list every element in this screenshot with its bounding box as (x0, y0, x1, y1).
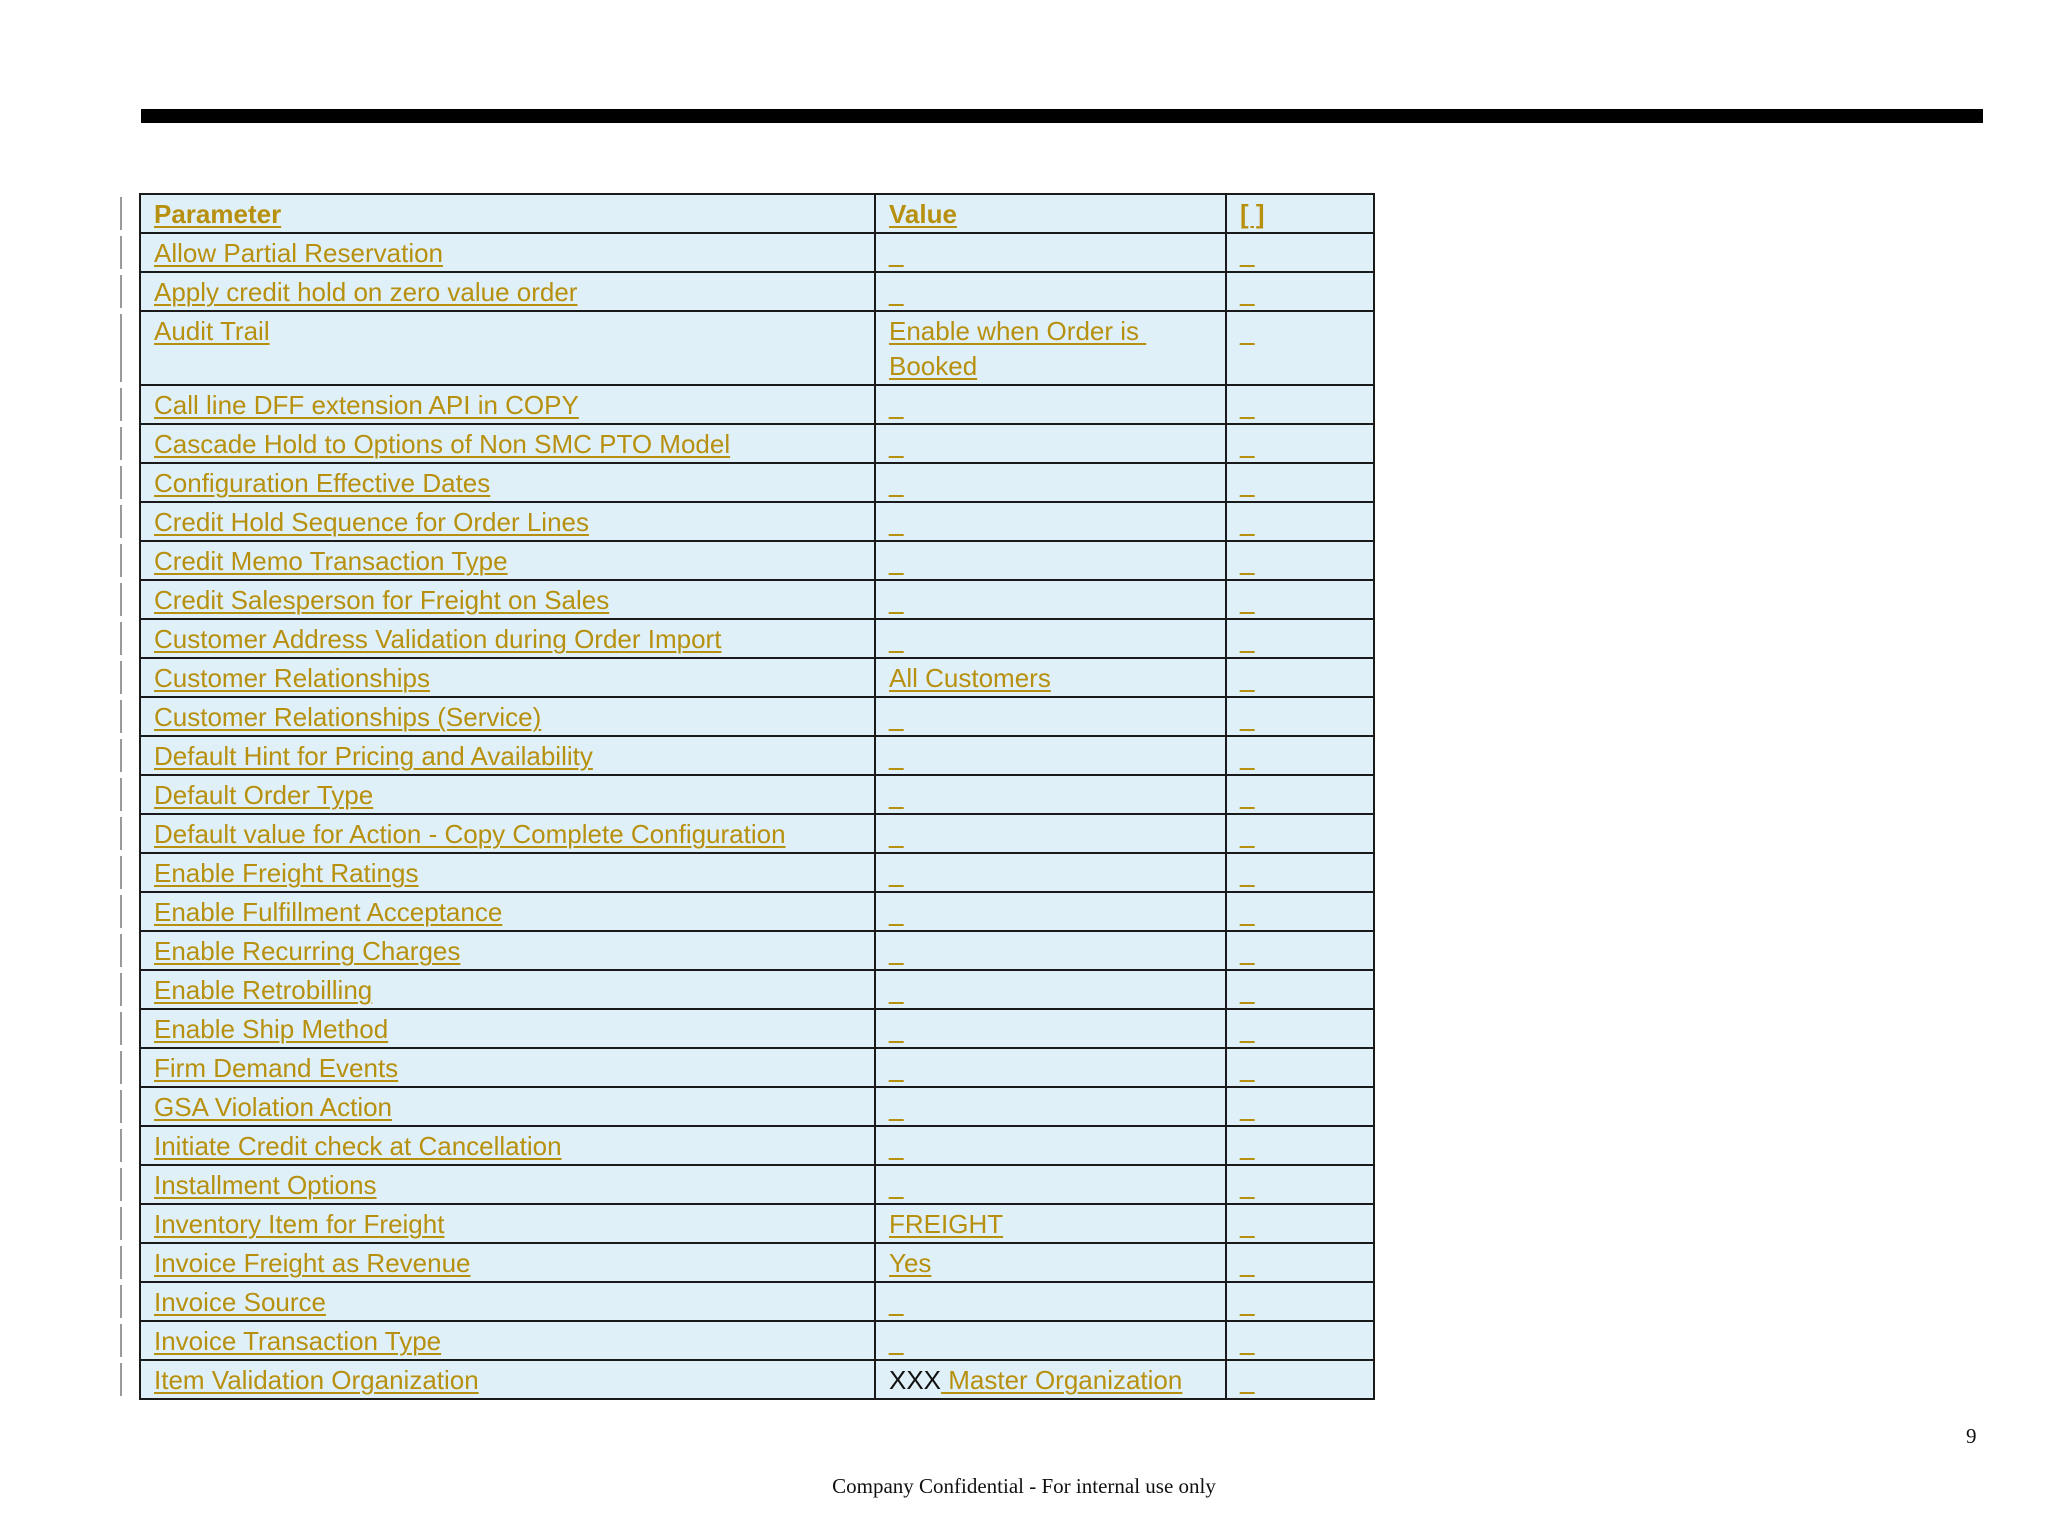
flag-link[interactable]: _ (1240, 277, 1255, 307)
parameter-cell (140, 736, 875, 775)
change-bar (120, 1246, 122, 1279)
flag-link[interactable]: _ (1240, 1248, 1255, 1278)
value-cell (875, 1087, 1226, 1126)
flag-cell (1226, 1009, 1374, 1048)
value-cell (875, 233, 1226, 272)
value-link[interactable]: _ (889, 741, 904, 771)
flag-link[interactable]: _ (1240, 702, 1255, 732)
flag-link[interactable]: _ (1240, 1365, 1255, 1395)
parameter-link[interactable]: Configuration Effective Dates (154, 468, 491, 498)
table-row (140, 233, 1374, 272)
value-cell (875, 931, 1226, 970)
parameter-link[interactable]: GSA Violation Action (154, 1092, 393, 1122)
table-row (140, 658, 1374, 697)
value-link[interactable]: Enable when Order is Booked (889, 316, 1147, 381)
parameter-cell (140, 892, 875, 931)
value-link[interactable]: All Customers (889, 663, 1051, 693)
table-row (140, 580, 1374, 619)
change-bar (120, 817, 122, 850)
flag-link[interactable]: _ (1240, 1287, 1255, 1317)
flag-link[interactable]: _ (1240, 663, 1255, 693)
change-bar (120, 739, 122, 772)
header-flag-link[interactable]: [ ] (1240, 199, 1265, 229)
value-link[interactable]: FREIGHT (889, 1209, 1004, 1239)
parameter-link[interactable]: Credit Hold Sequence for Order Lines (154, 507, 590, 537)
value-prefix: XXX (889, 1365, 942, 1395)
value-cell (875, 502, 1226, 541)
value-cell (875, 1360, 1226, 1399)
change-bar (120, 275, 122, 308)
parameter-cell (140, 1321, 875, 1360)
flag-cell (1226, 1165, 1374, 1204)
flag-link[interactable]: _ (1240, 1092, 1255, 1122)
table-row (140, 311, 1374, 385)
parameter-link[interactable]: Invoice Transaction Type (154, 1326, 442, 1356)
table-row (140, 1126, 1374, 1165)
parameter-link[interactable]: Initiate Credit check at Cancellation (154, 1131, 562, 1161)
parameter-cell (140, 1048, 875, 1087)
parameter-cell (140, 970, 875, 1009)
parameter-cell (140, 1165, 875, 1204)
header-cell-flag (1226, 194, 1374, 233)
flag-cell (1226, 1204, 1374, 1243)
parameter-link[interactable]: Customer Relationships (Service) (154, 702, 542, 732)
flag-cell (1226, 1321, 1374, 1360)
value-link[interactable]: _ (889, 1170, 904, 1200)
value-cell (875, 697, 1226, 736)
footer-confidential: Company Confidential - For internal use only (832, 1474, 1216, 1498)
parameter-link[interactable]: Firm Demand Events (154, 1053, 399, 1083)
change-bar (120, 1363, 122, 1396)
table-header-row (140, 194, 1374, 233)
flag-cell (1226, 233, 1374, 272)
flag-cell (1226, 311, 1374, 385)
value-cell (875, 736, 1226, 775)
change-bar (120, 1168, 122, 1201)
change-bar (120, 197, 122, 230)
flag-link[interactable]: _ (1240, 316, 1255, 346)
change-bar (120, 1324, 122, 1357)
flag-link[interactable]: _ (1240, 975, 1255, 1005)
value-link[interactable]: _ (889, 936, 904, 966)
value-link[interactable]: _ (889, 238, 904, 268)
flag-cell (1226, 1087, 1374, 1126)
parameter-link[interactable]: Cascade Hold to Options of Non SMC PTO Model (154, 429, 731, 459)
parameter-cell (140, 424, 875, 463)
flag-link[interactable]: _ (1240, 507, 1255, 537)
parameter-link[interactable]: Default Order Type (154, 780, 374, 810)
change-bar (120, 583, 122, 616)
header-parameter-link[interactable]: Parameter (154, 199, 282, 229)
flag-cell (1226, 970, 1374, 1009)
flag-link[interactable]: _ (1240, 585, 1255, 615)
flag-link[interactable]: _ (1240, 1131, 1255, 1161)
table-row (140, 1243, 1374, 1282)
parameter-link[interactable]: Enable Retrobilling (154, 975, 373, 1005)
parameter-cell (140, 463, 875, 502)
value-link[interactable]: Master Organization (941, 1365, 1183, 1395)
parameter-cell (140, 580, 875, 619)
flag-cell (1226, 1360, 1374, 1399)
value-link[interactable]: _ (889, 1053, 904, 1083)
parameter-cell (140, 272, 875, 311)
parameter-link[interactable]: Enable Ship Method (154, 1014, 389, 1044)
value-cell (875, 1321, 1226, 1360)
change-bar (120, 895, 122, 928)
change-bar (120, 934, 122, 967)
table-row (140, 463, 1374, 502)
flag-cell (1226, 1126, 1374, 1165)
value-cell (875, 424, 1226, 463)
parameter-cell (140, 1009, 875, 1048)
value-cell (875, 541, 1226, 580)
table-row (140, 541, 1374, 580)
flag-cell (1226, 502, 1374, 541)
value-link[interactable]: _ (889, 1014, 904, 1044)
change-bar (120, 466, 122, 499)
value-link[interactable]: _ (889, 702, 904, 732)
parameter-link[interactable]: Credit Memo Transaction Type (154, 546, 508, 576)
parameter-cell (140, 814, 875, 853)
change-bar (120, 427, 122, 460)
flag-link[interactable]: _ (1240, 1326, 1255, 1356)
change-bar (120, 1129, 122, 1162)
table-row (140, 272, 1374, 311)
parameter-link[interactable]: Item Validation Organization (154, 1365, 479, 1395)
parameter-link[interactable]: Default Hint for Pricing and Availability (154, 741, 593, 771)
change-bar (120, 236, 122, 269)
table-row (140, 1204, 1374, 1243)
value-cell (875, 1282, 1226, 1321)
parameters-table (139, 193, 1375, 1400)
flag-link[interactable]: _ (1240, 741, 1255, 771)
table-row (140, 814, 1374, 853)
table-row (140, 970, 1374, 1009)
parameter-cell (140, 233, 875, 272)
value-link[interactable]: _ (889, 624, 904, 654)
value-cell (875, 272, 1226, 311)
value-link[interactable]: _ (889, 390, 904, 420)
table-row (140, 1282, 1374, 1321)
flag-cell (1226, 1243, 1374, 1282)
flag-link[interactable]: _ (1240, 624, 1255, 654)
value-cell (875, 814, 1226, 853)
table-row (140, 385, 1374, 424)
value-cell (875, 385, 1226, 424)
change-bar (120, 856, 122, 889)
value-link[interactable]: _ (889, 819, 904, 849)
table-row (140, 853, 1374, 892)
change-bar (120, 1090, 122, 1123)
change-bar (120, 544, 122, 577)
flag-cell (1226, 541, 1374, 580)
flag-cell (1226, 814, 1374, 853)
value-cell (875, 658, 1226, 697)
table-row (140, 775, 1374, 814)
parameter-link[interactable]: Audit Trail (154, 316, 270, 346)
value-link[interactable]: _ (889, 858, 904, 888)
flag-link[interactable]: _ (1240, 468, 1255, 498)
flag-link[interactable]: _ (1240, 1053, 1255, 1083)
flag-link[interactable]: _ (1240, 429, 1255, 459)
parameter-link[interactable]: Apply credit hold on zero value order (154, 277, 578, 307)
parameter-link[interactable]: Enable Fulfillment Acceptance (154, 897, 503, 927)
table-row (140, 1009, 1374, 1048)
value-link[interactable]: _ (889, 975, 904, 1005)
parameter-cell (140, 931, 875, 970)
value-cell (875, 463, 1226, 502)
table-row (140, 1360, 1374, 1399)
flag-cell (1226, 697, 1374, 736)
value-link[interactable]: _ (889, 1131, 904, 1161)
table-row (140, 502, 1374, 541)
value-cell (875, 892, 1226, 931)
value-cell (875, 580, 1226, 619)
change-bar (120, 1012, 122, 1045)
value-cell (875, 1165, 1226, 1204)
flag-link[interactable]: _ (1240, 238, 1255, 268)
value-cell (875, 1243, 1226, 1282)
flag-link[interactable]: _ (1240, 1170, 1255, 1200)
value-cell (875, 1048, 1226, 1087)
parameter-cell (140, 775, 875, 814)
table-row (140, 697, 1374, 736)
value-link[interactable]: _ (889, 1092, 904, 1122)
parameter-cell (140, 311, 875, 385)
value-link[interactable]: _ (889, 277, 904, 307)
flag-link[interactable]: _ (1240, 819, 1255, 849)
change-bar (120, 505, 122, 538)
table-row (140, 892, 1374, 931)
change-bar (120, 314, 122, 382)
parameter-link[interactable]: Customer Address Validation during Order Import (154, 624, 722, 654)
value-cell (875, 853, 1226, 892)
value-link[interactable]: _ (889, 897, 904, 927)
parameter-cell (140, 1360, 875, 1399)
parameter-link[interactable]: Call line DFF extension API in COPY (154, 390, 579, 420)
parameter-link[interactable]: Customer Relationships (154, 663, 431, 693)
parameter-cell (140, 1126, 875, 1165)
parameter-link[interactable]: Enable Recurring Charges (154, 936, 461, 966)
table-row (140, 931, 1374, 970)
parameter-cell (140, 1243, 875, 1282)
flag-cell (1226, 1048, 1374, 1087)
value-link[interactable]: _ (889, 468, 904, 498)
parameter-link[interactable]: Enable Freight Ratings (154, 858, 419, 888)
table-row (140, 1048, 1374, 1087)
change-bar (120, 388, 122, 421)
flag-cell (1226, 619, 1374, 658)
parameter-cell (140, 658, 875, 697)
flag-cell (1226, 580, 1374, 619)
value-cell (875, 1204, 1226, 1243)
parameter-cell (140, 1204, 875, 1243)
flag-link[interactable]: _ (1240, 1014, 1255, 1044)
value-link[interactable]: _ (889, 1287, 904, 1317)
change-bar (120, 1285, 122, 1318)
parameter-cell (140, 697, 875, 736)
value-cell (875, 775, 1226, 814)
table-row (140, 1087, 1374, 1126)
parameter-link[interactable]: Credit Salesperson for Freight on Sales (154, 585, 610, 615)
flag-cell (1226, 736, 1374, 775)
value-link[interactable]: _ (889, 546, 904, 576)
value-cell (875, 619, 1226, 658)
header-cell-parameter (140, 194, 875, 233)
flag-link[interactable]: _ (1240, 390, 1255, 420)
flag-cell (1226, 658, 1374, 697)
flag-cell (1226, 931, 1374, 970)
table-row (140, 736, 1374, 775)
value-link[interactable]: Yes (889, 1248, 932, 1278)
parameter-link[interactable]: Invoice Source (154, 1287, 326, 1317)
parameter-cell (140, 853, 875, 892)
parameter-cell (140, 1282, 875, 1321)
flag-cell (1226, 775, 1374, 814)
table-row (140, 424, 1374, 463)
flag-link[interactable]: _ (1240, 546, 1255, 576)
table-row (140, 1165, 1374, 1204)
flag-link[interactable]: _ (1240, 858, 1255, 888)
table-row (140, 619, 1374, 658)
value-link[interactable]: _ (889, 507, 904, 537)
parameter-cell (140, 1087, 875, 1126)
page-number: 9 (1966, 1424, 1977, 1448)
value-cell (875, 1126, 1226, 1165)
parameter-cell (140, 619, 875, 658)
flag-cell (1226, 463, 1374, 502)
flag-link[interactable]: _ (1240, 780, 1255, 810)
parameter-cell (140, 502, 875, 541)
parameter-cell (140, 385, 875, 424)
value-link[interactable]: _ (889, 1326, 904, 1356)
flag-cell (1226, 424, 1374, 463)
flag-cell (1226, 385, 1374, 424)
flag-link[interactable]: _ (1240, 936, 1255, 966)
value-link[interactable]: _ (889, 429, 904, 459)
value-link[interactable]: _ (889, 585, 904, 615)
flag-cell (1226, 853, 1374, 892)
flag-link[interactable]: _ (1240, 1209, 1255, 1239)
parameter-cell (140, 541, 875, 580)
change-bar (120, 1207, 122, 1240)
change-bar (120, 700, 122, 733)
value-cell (875, 311, 1226, 385)
parameter-link[interactable]: Installment Options (154, 1170, 377, 1200)
flag-cell (1226, 272, 1374, 311)
parameter-link[interactable]: Default value for Action - Copy Complete Configuration (154, 819, 786, 849)
flag-link[interactable]: _ (1240, 897, 1255, 927)
change-bar (120, 622, 122, 655)
value-cell (875, 1009, 1226, 1048)
value-cell (875, 970, 1226, 1009)
change-bar (120, 1051, 122, 1084)
value-link[interactable]: _ (889, 780, 904, 810)
header-value-link[interactable]: Value (889, 199, 957, 229)
change-bar (120, 661, 122, 694)
parameter-link[interactable]: Allow Partial Reservation (154, 238, 444, 268)
header-cell-value (875, 194, 1226, 233)
change-bar (120, 778, 122, 811)
change-bar (120, 973, 122, 1006)
parameter-link[interactable]: Invoice Freight as Revenue (154, 1248, 471, 1278)
header-rule (141, 109, 1983, 123)
flag-cell (1226, 892, 1374, 931)
flag-cell (1226, 1282, 1374, 1321)
parameter-link[interactable]: Inventory Item for Freight (154, 1209, 445, 1239)
table-row (140, 1321, 1374, 1360)
